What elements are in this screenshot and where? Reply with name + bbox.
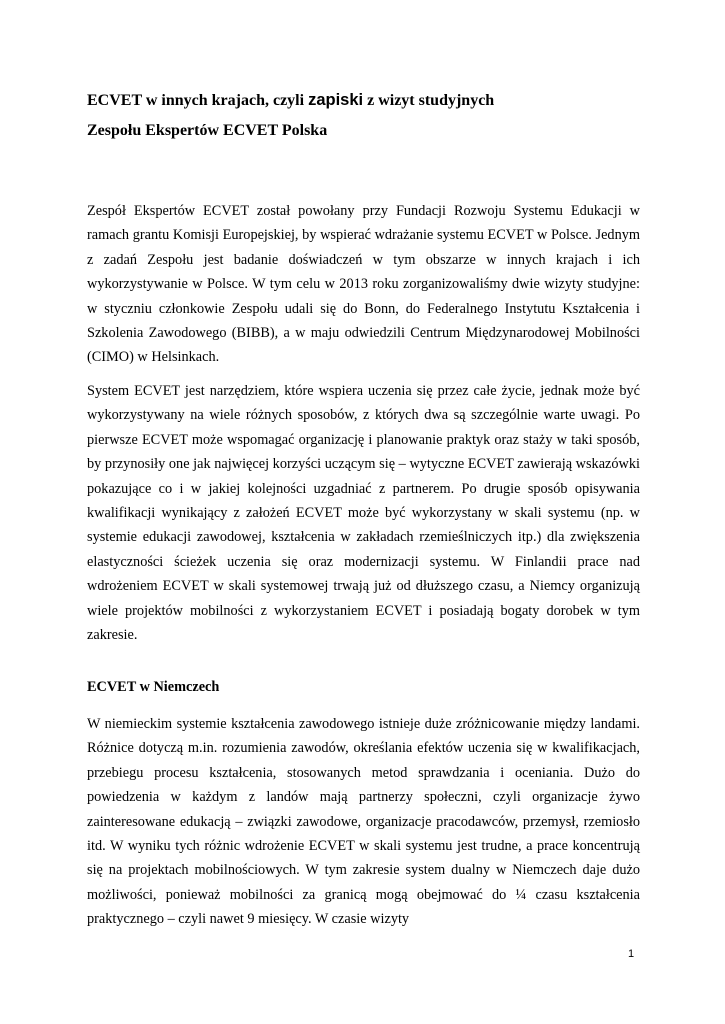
- document-title-line-2: Zespołu Ekspertów ECVET Polska: [87, 122, 328, 139]
- title-word-zapiski: zapiski: [308, 91, 364, 109]
- title-text-end: z wizyt studyjnych: [363, 92, 495, 109]
- paragraph-germany: W niemieckim systemie kształcenia zawodowego istnieje duże zróżnicowanie między landami. Różnice dotyczą m.in. rozumienia zawodów, określania efektów uczenia się w kwalifikacjach, przebiegu procesu kształcenia, stosowanych metod sprawdzania i oceniania. Dużo do powiedzenia w każdym z landów mają partnerzy społeczni, czyli organizacje żywo zainteresowane edukacją – związki zawodowe, organizacje pracodawców, przemysł, rzemiosło itd. W wyniku tych różnic wdrożenie ECVET w skali systemu jest trudne, a prace koncentrują się na projektach mobilnościowych. W tym zakresie system dualny w Niemczech daje dużo możliwości, ponieważ mobilności za granicą mogą obejmować do ¼ czasu kształcenia praktycznego – czyli nawet 9 miesięcy. W czasie wizyty: [87, 716, 640, 928]
- paragraph-intro: Zespół Ekspertów ECVET został powołany przy Fundacji Rozwoju Systemu Edukacji w ramach grantu Komisji Europejskiej, by wspierać wdrażanie systemu ECVET w Polsce. Jednym z zadań Zespołu jest badanie doświadczeń w tym obszarze w innych krajach i ich wykorzystywanie w Polsce. W tym celu w 2013 roku zorganizowaliśmy dwie wizyty studyjne: w styczniu członkowie Zespołu udali się do Bonn, do Federalnego Instytutu Kształcenia i Szkolenia Zawodowego (BIBB), a w maju odwiedzili Centrum Międzynarodowej Mobilności (CIMO) w Helsinkach.: [87, 203, 640, 366]
- title-text-start: ECVET w innych krajach, czyli: [87, 92, 309, 109]
- paragraph-ecvet-system: System ECVET jest narzędziem, które wspiera uczenia się przez całe życie, jednak może być wykorzystywany na wiele różnych sposobów, z których dwa są szczególnie warte uwagi. Po pierwsze ECVET może wspomagać organizację i planowanie praktyk oraz staży w taki sposób, by przynosiły one jak najwięcej korzyści uczącym się – wytyczne ECVET zawierają wskazówki pokazujące co i w jakiej kolejności uzgadniać z partnerem. Po drugie sposób opisywania kwalifikacji wynikający z założeń ECVET może być wykorzystany w skali systemu (np. w systemie edukacji zawodowej, kształcenia w zakładach rzemieślniczych itp.) dla zwiększenia elastyczności ścieżek uczenia się oraz modernizacji systemu. W Finlandii prace nad wdrożeniem ECVET w skali systemowej trwają już od dłuższego czasu, a Niemcy organizują wiele projektów mobilności z wykorzystaniem ECVET i posiadają bogaty dorobek w tym zakresie.: [87, 383, 640, 644]
- document-title-line-1: [87, 90, 647, 111]
- page-number: 1: [628, 948, 635, 960]
- section-heading-ecvet-germany: ECVET w Niemczech: [87, 679, 220, 695]
